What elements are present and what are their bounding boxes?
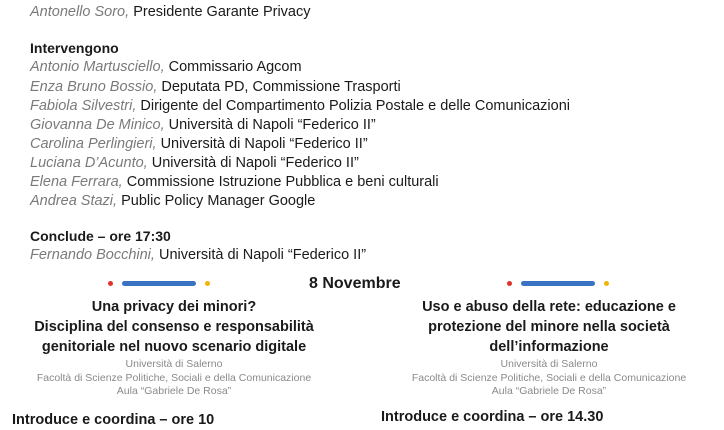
speaker-name: Andrea Stazi, xyxy=(30,193,118,209)
venue-line: Università di Salerno xyxy=(125,358,223,370)
right-intro-heading: Introduce e coordina – ore 14.30 xyxy=(381,409,604,425)
blue-bar-icon xyxy=(122,281,196,286)
speaker-line xyxy=(30,246,366,264)
speaker-role: Università di Napoli “Federico II” xyxy=(160,136,368,152)
venue-line: Aula “Gabriele De Rosa” xyxy=(491,385,607,397)
venue-line: Facoltà di Scienze Politiche, Sociali e della Comunicazione xyxy=(36,371,312,384)
speaker-role: Università di Napoli “Federico II” xyxy=(158,247,367,263)
speaker-role: Dirigente del Compartimento Polizia Postale e delle Comunicazioni xyxy=(140,98,570,114)
session-title-line: dell’informazione xyxy=(489,339,609,355)
speaker-role: Public Policy Manager Google xyxy=(121,193,316,209)
speaker-name: Enza Bruno Bossio, xyxy=(30,79,158,95)
session-title-line: Uso e abuso della rete: educazione e xyxy=(422,299,676,315)
yellow-dot-icon xyxy=(205,281,210,286)
speaker-line xyxy=(30,3,311,21)
speaker-name: Antonello Soro, xyxy=(30,4,130,20)
speaker-line xyxy=(30,78,401,96)
speaker-name: Antonio Martusciello, xyxy=(30,59,165,75)
venue-line: Aula “Gabriele De Rosa” xyxy=(116,385,232,397)
speaker-role: Università di Napoli “Federico II” xyxy=(168,117,376,133)
speaker-name: Luciana D’Acunto, xyxy=(30,155,148,171)
speaker-name: Giovanna De Minico, xyxy=(30,117,165,133)
intervengono-heading: Intervengono xyxy=(30,40,119,56)
event-date: 8 Novembre xyxy=(309,275,401,292)
yellow-dot-icon xyxy=(604,281,609,286)
speaker-name: Fernando Bocchini, xyxy=(30,247,155,263)
conclude-heading: Conclude – ore 17:30 xyxy=(30,228,171,244)
speaker-name: Fabiola Silvestri, xyxy=(30,98,137,114)
left-session xyxy=(14,297,334,399)
decor-divider xyxy=(108,281,212,287)
session-title-line: genitoriale nel nuovo scenario digitale xyxy=(41,339,307,355)
speaker-role: Presidente Garante Privacy xyxy=(133,4,311,20)
speaker-line xyxy=(30,173,439,191)
session-title-line: protezione del minore nella società xyxy=(428,319,670,335)
blue-bar-icon xyxy=(521,281,595,286)
speaker-role: Deputata PD, Commissione Trasporti xyxy=(161,79,401,95)
left-intro-heading: Introduce e coordina – ore 10 xyxy=(12,412,215,428)
session-title-line: Disciplina del consenso e responsabilità xyxy=(34,319,314,335)
right-session xyxy=(384,297,714,399)
red-dot-icon xyxy=(507,281,512,286)
speaker-line xyxy=(30,154,359,172)
red-dot-icon xyxy=(108,281,113,286)
speaker-role: Commissione Istruzione Pubblica e beni culturali xyxy=(126,174,439,190)
speaker-line xyxy=(30,135,368,153)
venue-line: Facoltà di Scienze Politiche, Sociali e della Comunicazione xyxy=(411,371,687,384)
speaker-line xyxy=(30,97,570,115)
speaker-name: Elena Ferrara, xyxy=(30,174,123,190)
speaker-line xyxy=(30,58,302,76)
venue-line: Università di Salerno xyxy=(500,358,598,370)
speaker-line xyxy=(30,192,315,210)
speaker-role: Commissario Agcom xyxy=(168,59,302,75)
speaker-role: Università di Napoli “Federico II” xyxy=(151,155,359,171)
session-title-line: Una privacy dei minori? xyxy=(91,299,257,315)
speaker-line xyxy=(30,116,376,134)
decor-divider xyxy=(507,281,611,287)
speaker-name: Carolina Perlingieri, xyxy=(30,136,157,152)
